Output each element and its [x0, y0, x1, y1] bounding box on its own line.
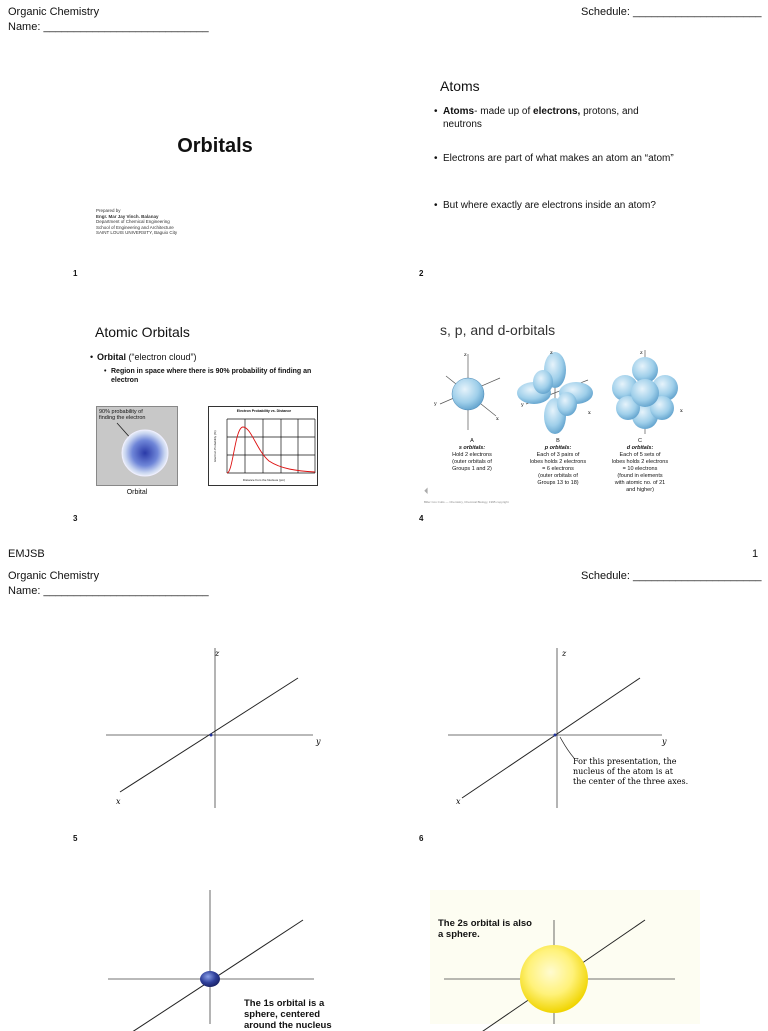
svg-text:the center of the three axes.: the center of the three axes.: [573, 777, 689, 786]
slide-4: [420, 310, 720, 515]
credits-line: SAINT LOUIS UNIVERSITY, Baguio City: [96, 230, 178, 235]
name-field: Name: ___________________________: [8, 585, 209, 597]
s-orbital-column: [438, 438, 506, 473]
column-name: d orbitals:: [626, 445, 654, 451]
graph-xlabel: Distance from the Nucleus (pm): [242, 478, 286, 482]
column-desc: and higher): [626, 487, 654, 493]
footer-initials: EMJSB: [8, 548, 45, 560]
course-title: Organic Chemistry: [8, 570, 100, 582]
svg-text:y: y: [662, 737, 667, 746]
svg-text:y: y: [434, 401, 437, 407]
slide-1: [70, 50, 360, 270]
slide-caption: [438, 918, 532, 940]
slide-number: 4: [419, 514, 424, 523]
column-name: p orbitals:: [544, 445, 572, 451]
slide-7: [98, 890, 348, 1031]
image-source: Biller Cox Cutts — Chemistry, Chemical Biology, 1995 copyright: [424, 500, 509, 504]
caption-line: The 2s orbital is also: [438, 918, 532, 929]
caption-line: around the nucleus: [244, 1020, 332, 1031]
p-orbital-column: [518, 438, 598, 487]
3d-axes-icon: [440, 640, 700, 810]
bullet: • Electrons are part of what makes an atom an “atom”: [434, 153, 674, 164]
bullet-text: Region in space where there is 90% probability of finding an electron: [111, 368, 312, 384]
slide-title: s, p, and d-orbitals: [440, 322, 556, 338]
column-letter: A: [470, 438, 474, 444]
image-label: 90% probability of finding the electron: [99, 409, 146, 421]
bullet: • Atoms- made up of electrons, protons, and neutrons: [434, 106, 639, 130]
3d-axes-icon: [98, 640, 348, 810]
credits-line: Engr. Mar Jay Vinch. Balanay: [96, 213, 159, 219]
course-title: Organic Chemistry: [8, 6, 100, 18]
credits-line: School of Engineering and Architecture: [96, 224, 174, 230]
column-desc: Groups 13 to 18): [537, 480, 579, 486]
credits-line: Department of Chemical Engineering: [96, 219, 170, 224]
bullet-text: protons, and neutrons: [443, 106, 639, 130]
name-field: Name: ___________________________: [8, 21, 209, 33]
page-number: 1: [752, 548, 759, 560]
slide-3: [70, 310, 360, 515]
sub-bullet: • Region in space where there is 90% probability of finding an electron: [104, 368, 312, 384]
column-desc: Hold 2 electrons: [452, 452, 492, 458]
svg-text:z: z: [464, 352, 467, 358]
slide-5: [98, 640, 348, 810]
svg-text:z: z: [215, 649, 220, 658]
svg-text:For this presentation, the: For this presentation, the: [573, 757, 677, 766]
column-desc: = 10 electrons: [622, 466, 658, 472]
svg-text:x: x: [496, 416, 499, 422]
orbital-shapes: [430, 348, 715, 438]
d-orbitals-icon: [612, 350, 683, 434]
column-desc: with atomic no. of 21: [614, 480, 666, 486]
column-desc: = 6 electrons: [542, 466, 574, 472]
column-desc: lobes holds 2 electrons: [529, 459, 587, 465]
slide-number: 5: [73, 834, 78, 843]
slide-caption: [244, 998, 332, 1031]
column-desc: Each of 3 pairs of: [536, 452, 580, 458]
slide-6: [440, 640, 700, 810]
bullet-text: But where exactly are electrons inside an atom?: [443, 200, 656, 211]
column-desc: (outer orbitals of: [452, 459, 492, 465]
p-orbitals-icon: [517, 350, 593, 434]
s-orbital-icon: [433, 352, 500, 430]
column-name: s orbitals:: [458, 445, 486, 451]
slide-number: 3: [73, 514, 78, 523]
2s-orbital-diagram: [430, 890, 700, 1024]
schedule-field: Schedule: _____________________: [581, 6, 762, 18]
credits: [96, 208, 177, 236]
svg-text:x: x: [588, 410, 591, 416]
column-letter: B: [556, 438, 560, 444]
slide-number: 2: [419, 269, 424, 278]
bullet-bold: electrons,: [533, 106, 581, 117]
column-desc: lobes holds 2 electrons: [611, 459, 669, 465]
bullet-text: - made up of: [474, 106, 534, 117]
graph-title: Electron Probability vs. Distance: [236, 409, 292, 413]
column-desc: (found in elements: [617, 473, 663, 479]
svg-text:x: x: [680, 408, 683, 414]
back-arrow-icon[interactable]: ⏴: [424, 486, 429, 496]
svg-text:z: z: [562, 649, 567, 658]
bullet-text: (“electron cloud”): [126, 352, 197, 362]
bullet-text: Electrons are part of what makes an atom an “atom”: [443, 153, 674, 164]
column-desc: (outer orbitals of: [538, 473, 578, 479]
svg-text:x: x: [456, 797, 461, 806]
svg-text:x: x: [116, 797, 121, 806]
orbital-image: [96, 406, 178, 486]
bullet-bold: Atoms: [443, 106, 475, 117]
slide-8: [430, 890, 700, 1024]
electron-cloud-icon: [97, 407, 179, 487]
1s-orbital-sphere: [200, 971, 220, 987]
bullet-bold: Orbital: [97, 352, 127, 362]
slide-2: [420, 60, 710, 270]
credits-line: Prepared by: [96, 208, 121, 213]
slide-title: Atomic Orbitals: [95, 324, 190, 340]
image-caption: Orbital: [126, 489, 148, 496]
schedule-field: Schedule: _____________________: [581, 570, 762, 582]
caption-line: sphere, centered: [244, 1009, 321, 1020]
svg-text:nucleus of the atom is at: nucleus of the atom is at: [573, 767, 673, 776]
slide-title: Atoms: [440, 78, 480, 94]
column-desc: Groups 1 and 2): [452, 466, 492, 472]
slide-number: 1: [73, 269, 78, 278]
graph-ylabel: Electron Probability (%): [213, 430, 217, 462]
column-letter: C: [638, 438, 642, 444]
caption-line: The 1s orbital is a: [244, 998, 325, 1009]
probability-graph: [208, 406, 318, 486]
bullet: • Orbital (“electron cloud”): [90, 352, 197, 362]
2s-orbital-sphere: [520, 945, 588, 1013]
svg-text:y: y: [521, 402, 524, 408]
svg-text:y: y: [316, 737, 321, 746]
column-desc: Each of 5 sets of: [619, 452, 661, 458]
svg-text:z: z: [640, 350, 643, 356]
svg-text:z: z: [550, 350, 553, 356]
slide-title: Orbitals: [177, 135, 253, 157]
bullet: • But where exactly are electrons inside an atom?: [434, 200, 656, 211]
slide-number: 6: [419, 834, 424, 843]
caption-line: a sphere.: [438, 929, 480, 940]
probability-curve: [209, 407, 319, 487]
d-orbital-column: [600, 438, 680, 494]
